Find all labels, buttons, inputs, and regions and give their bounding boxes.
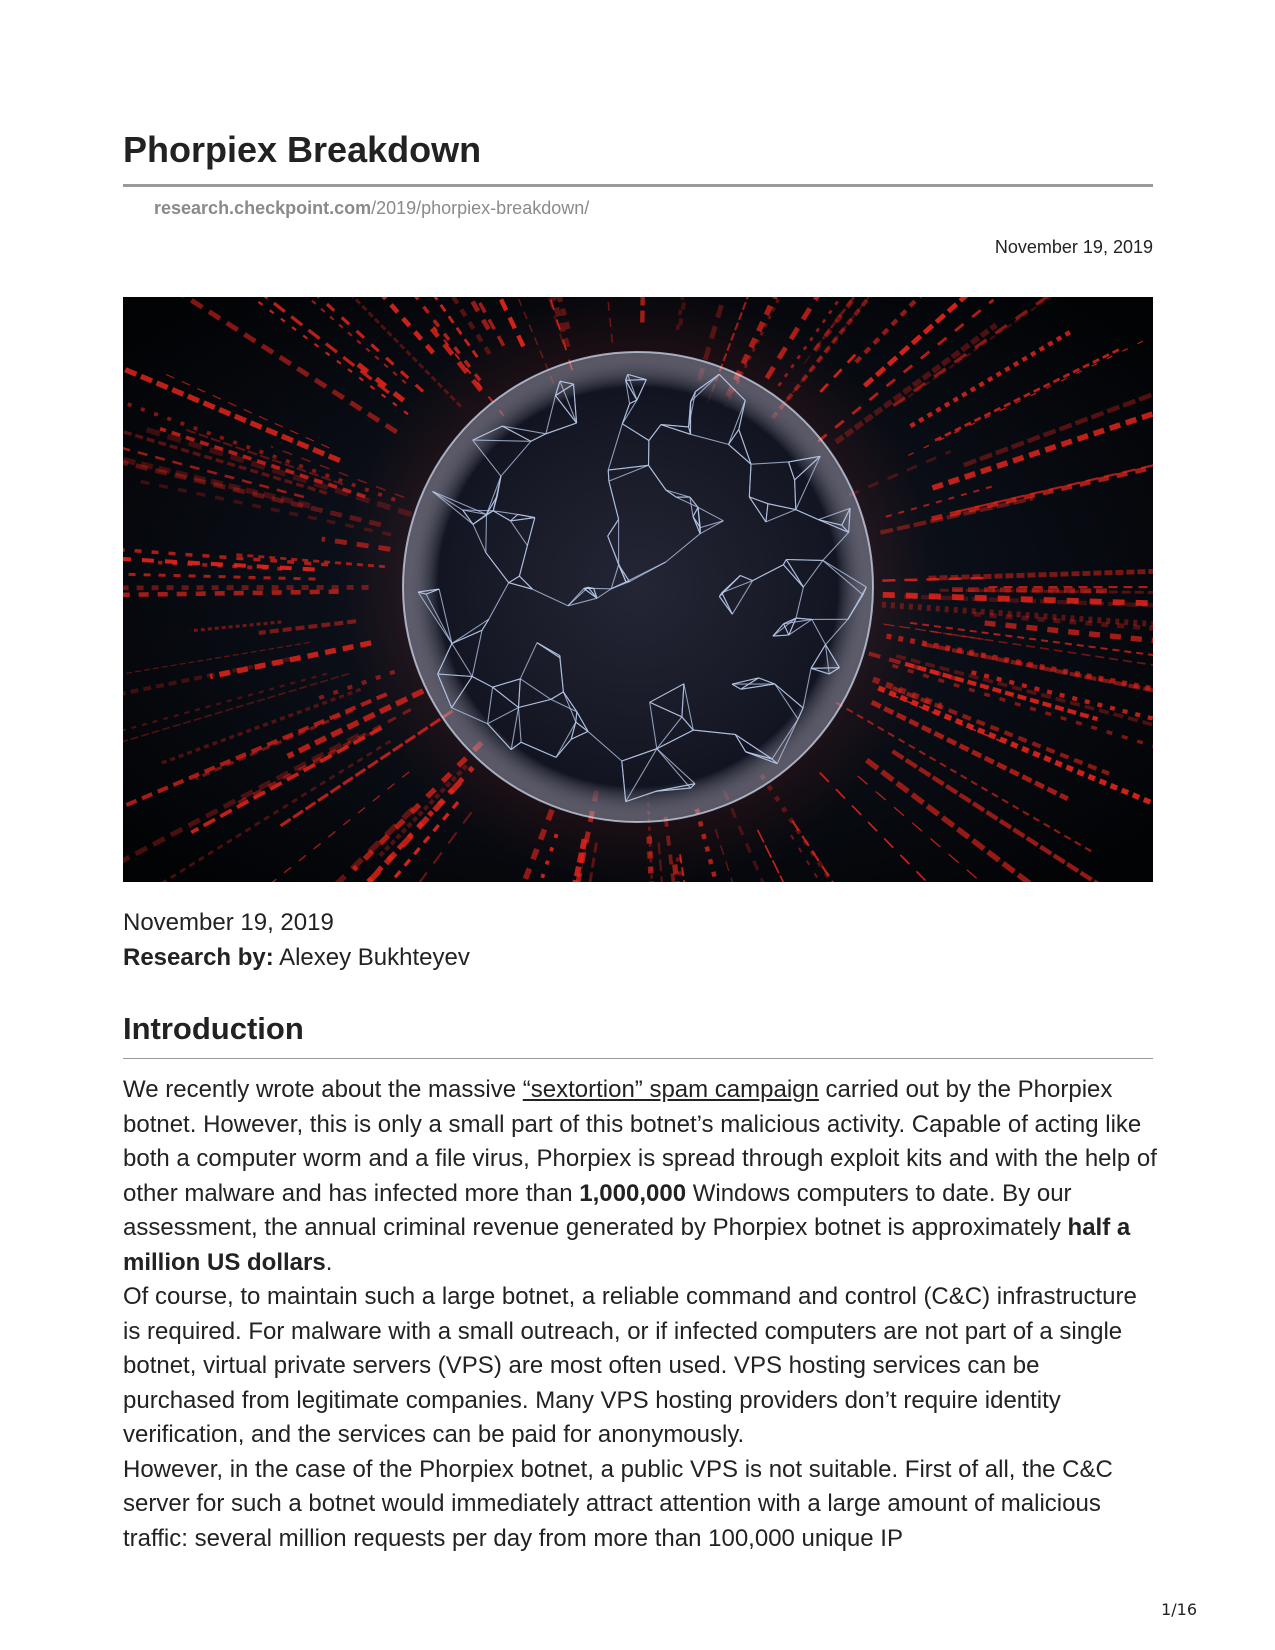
section-divider	[123, 1058, 1153, 1059]
article-meta	[123, 905, 470, 975]
sextortion-campaign-link[interactable]: “sextortion” spam campaign	[522, 1076, 819, 1103]
hero-illustration	[123, 297, 1153, 882]
infected-count: 1,000,000	[579, 1179, 687, 1207]
paragraph-3: However, in the case of the Phorpiex botnet, a public VPS is not suitable. First of all, the C&C server for such a botnet would immediately attract attention with a large amount of malicious traffic: several million requests per day from more than 100,000 unique IP	[123, 1455, 1113, 1552]
source-url-domain[interactable]: research.checkpoint.com	[154, 198, 372, 218]
header-date: November 19, 2019	[994, 237, 1153, 257]
source-url-path[interactable]: /2019/phorpiex-breakdown/	[371, 198, 590, 218]
research-by-label: Research by:	[123, 944, 274, 971]
page-title: Phorpiex Breakdown	[123, 129, 482, 170]
revenue-highlight: half a million US dollars	[123, 1214, 1131, 1276]
page-number: 1/16	[1161, 1600, 1197, 1619]
p1-text-b: carried out by the Phorpiex botnet. However, this is only a small part of this botnet’s malicious activity. Capable of acting like both a computer worm and a file virus, Phorpiex is spread through exploit kits and with the help of other malware and has infected more than	[123, 1076, 1157, 1207]
title-divider	[123, 184, 1153, 187]
p1-text-d: .	[325, 1248, 333, 1276]
section-heading-introduction: Introduction	[123, 1011, 304, 1046]
paragraph-1	[123, 1073, 1158, 1280]
author-line	[123, 940, 470, 975]
p1-text-c: Windows computers to date. By our assessment, the annual criminal revenue generated by Phorpiex botnet is approximately	[123, 1179, 1072, 1241]
article-body	[123, 1073, 1158, 1556]
author-name: Alexey Bukhteyev	[279, 944, 470, 971]
article-date: November 19, 2019	[123, 909, 334, 936]
source-url[interactable]	[154, 197, 589, 219]
p1-text-a: We recently wrote about the massive	[123, 1076, 523, 1103]
paragraph-2: Of course, to maintain such a large botnet, a reliable command and control (C&C) infrastructure is required. For malware with a small outreach, or if infected computers are not part of a single botnet, virtual private servers (VPS) are most often used. VPS hosting services can be purchased from legitimate companies. Many VPS hosting providers don’t require identity verification, and the services can be paid for anonymously.	[123, 1283, 1137, 1448]
network-globe-image	[123, 297, 1153, 882]
